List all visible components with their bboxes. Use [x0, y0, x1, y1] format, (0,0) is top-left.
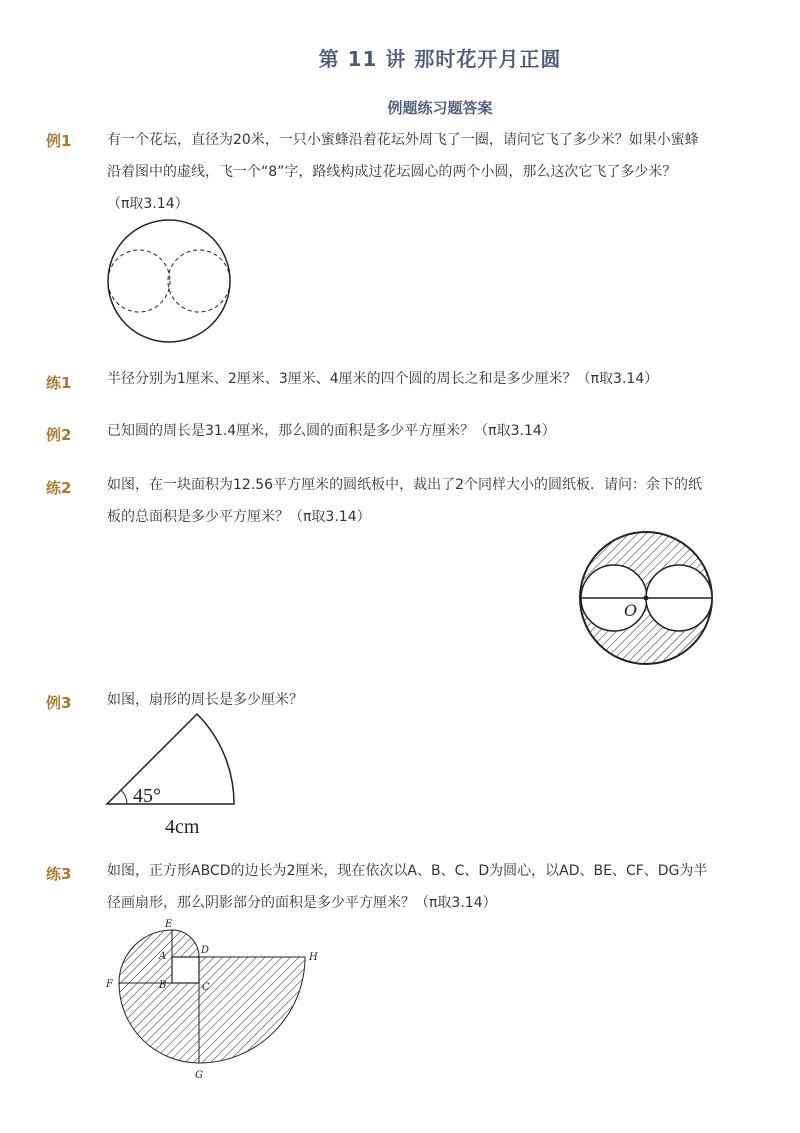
text-line: （π取3.14）: [107, 196, 189, 212]
text-line: 有一个花坛，直径为20米，一只小蜜蜂沿着花坛外周飞了一圈，请问它飞了多少米？如果小蜜蜂: [107, 132, 699, 148]
text-line: 半径分别为1厘米、2厘米、3厘米、4厘米的四个圆的周长之和是多少厘米？（π取3.14）: [107, 371, 659, 387]
item-label-lian2: 练2: [46, 479, 72, 497]
text-line: 板的总面积是多少平方厘米？（π取3.14）: [107, 509, 371, 525]
square-abcd: [172, 957, 199, 983]
point-label-c: C: [202, 982, 210, 993]
sector-d: [199, 957, 305, 1063]
item-label-li1: 例1: [46, 132, 72, 150]
sector-a: [172, 930, 199, 957]
item-label-lian1: 练1: [46, 374, 72, 392]
sector-c: [119, 983, 199, 1063]
page-title: 第 11 讲 那时花开月正圆: [318, 47, 562, 71]
text-line: 径画扇形，那么阴影部分的面积是多少平方厘米？（π取3.14）: [107, 895, 497, 911]
section-subtitle: 例题练习题答案: [387, 99, 493, 117]
point-label-a: A: [159, 951, 167, 962]
text-line: 沿着图中的虚线，飞一个“8”字，路线构成过花坛圆心的两个小圆，那么这次它飞了多少米？: [107, 164, 677, 180]
point-label-g: G: [195, 1070, 203, 1081]
length-label: 4cm: [165, 816, 200, 838]
text-line: 如图，在一块面积为12.56平方厘米的圆纸板中，裁出了2个同样大小的圆纸板．请问：余下的纸: [107, 477, 702, 493]
point-label-h: H: [309, 952, 318, 963]
text-line: 如图，正方形ABCD的边长为2厘米，现在依次以A、B、C、D为圆心，以AD、BE、CF、DG为半: [107, 863, 708, 879]
point-label-d: D: [201, 945, 210, 956]
item-label-lian3: 练3: [46, 865, 72, 883]
point-label-b: B: [159, 980, 167, 991]
item-label-li2: 例2: [46, 426, 72, 444]
center-label: O: [624, 601, 638, 620]
item-label-li3: 例3: [46, 694, 72, 712]
text-line: 如图，扇形的周长是多少厘米？: [107, 692, 303, 708]
point-label-e: E: [165, 919, 173, 930]
point-label-f: F: [106, 979, 113, 990]
angle-label: 45°: [133, 785, 161, 807]
text-line: 已知圆的周长是31.4厘米，那么圆的面积是多少平方厘米？（π取3.14）: [107, 423, 556, 439]
